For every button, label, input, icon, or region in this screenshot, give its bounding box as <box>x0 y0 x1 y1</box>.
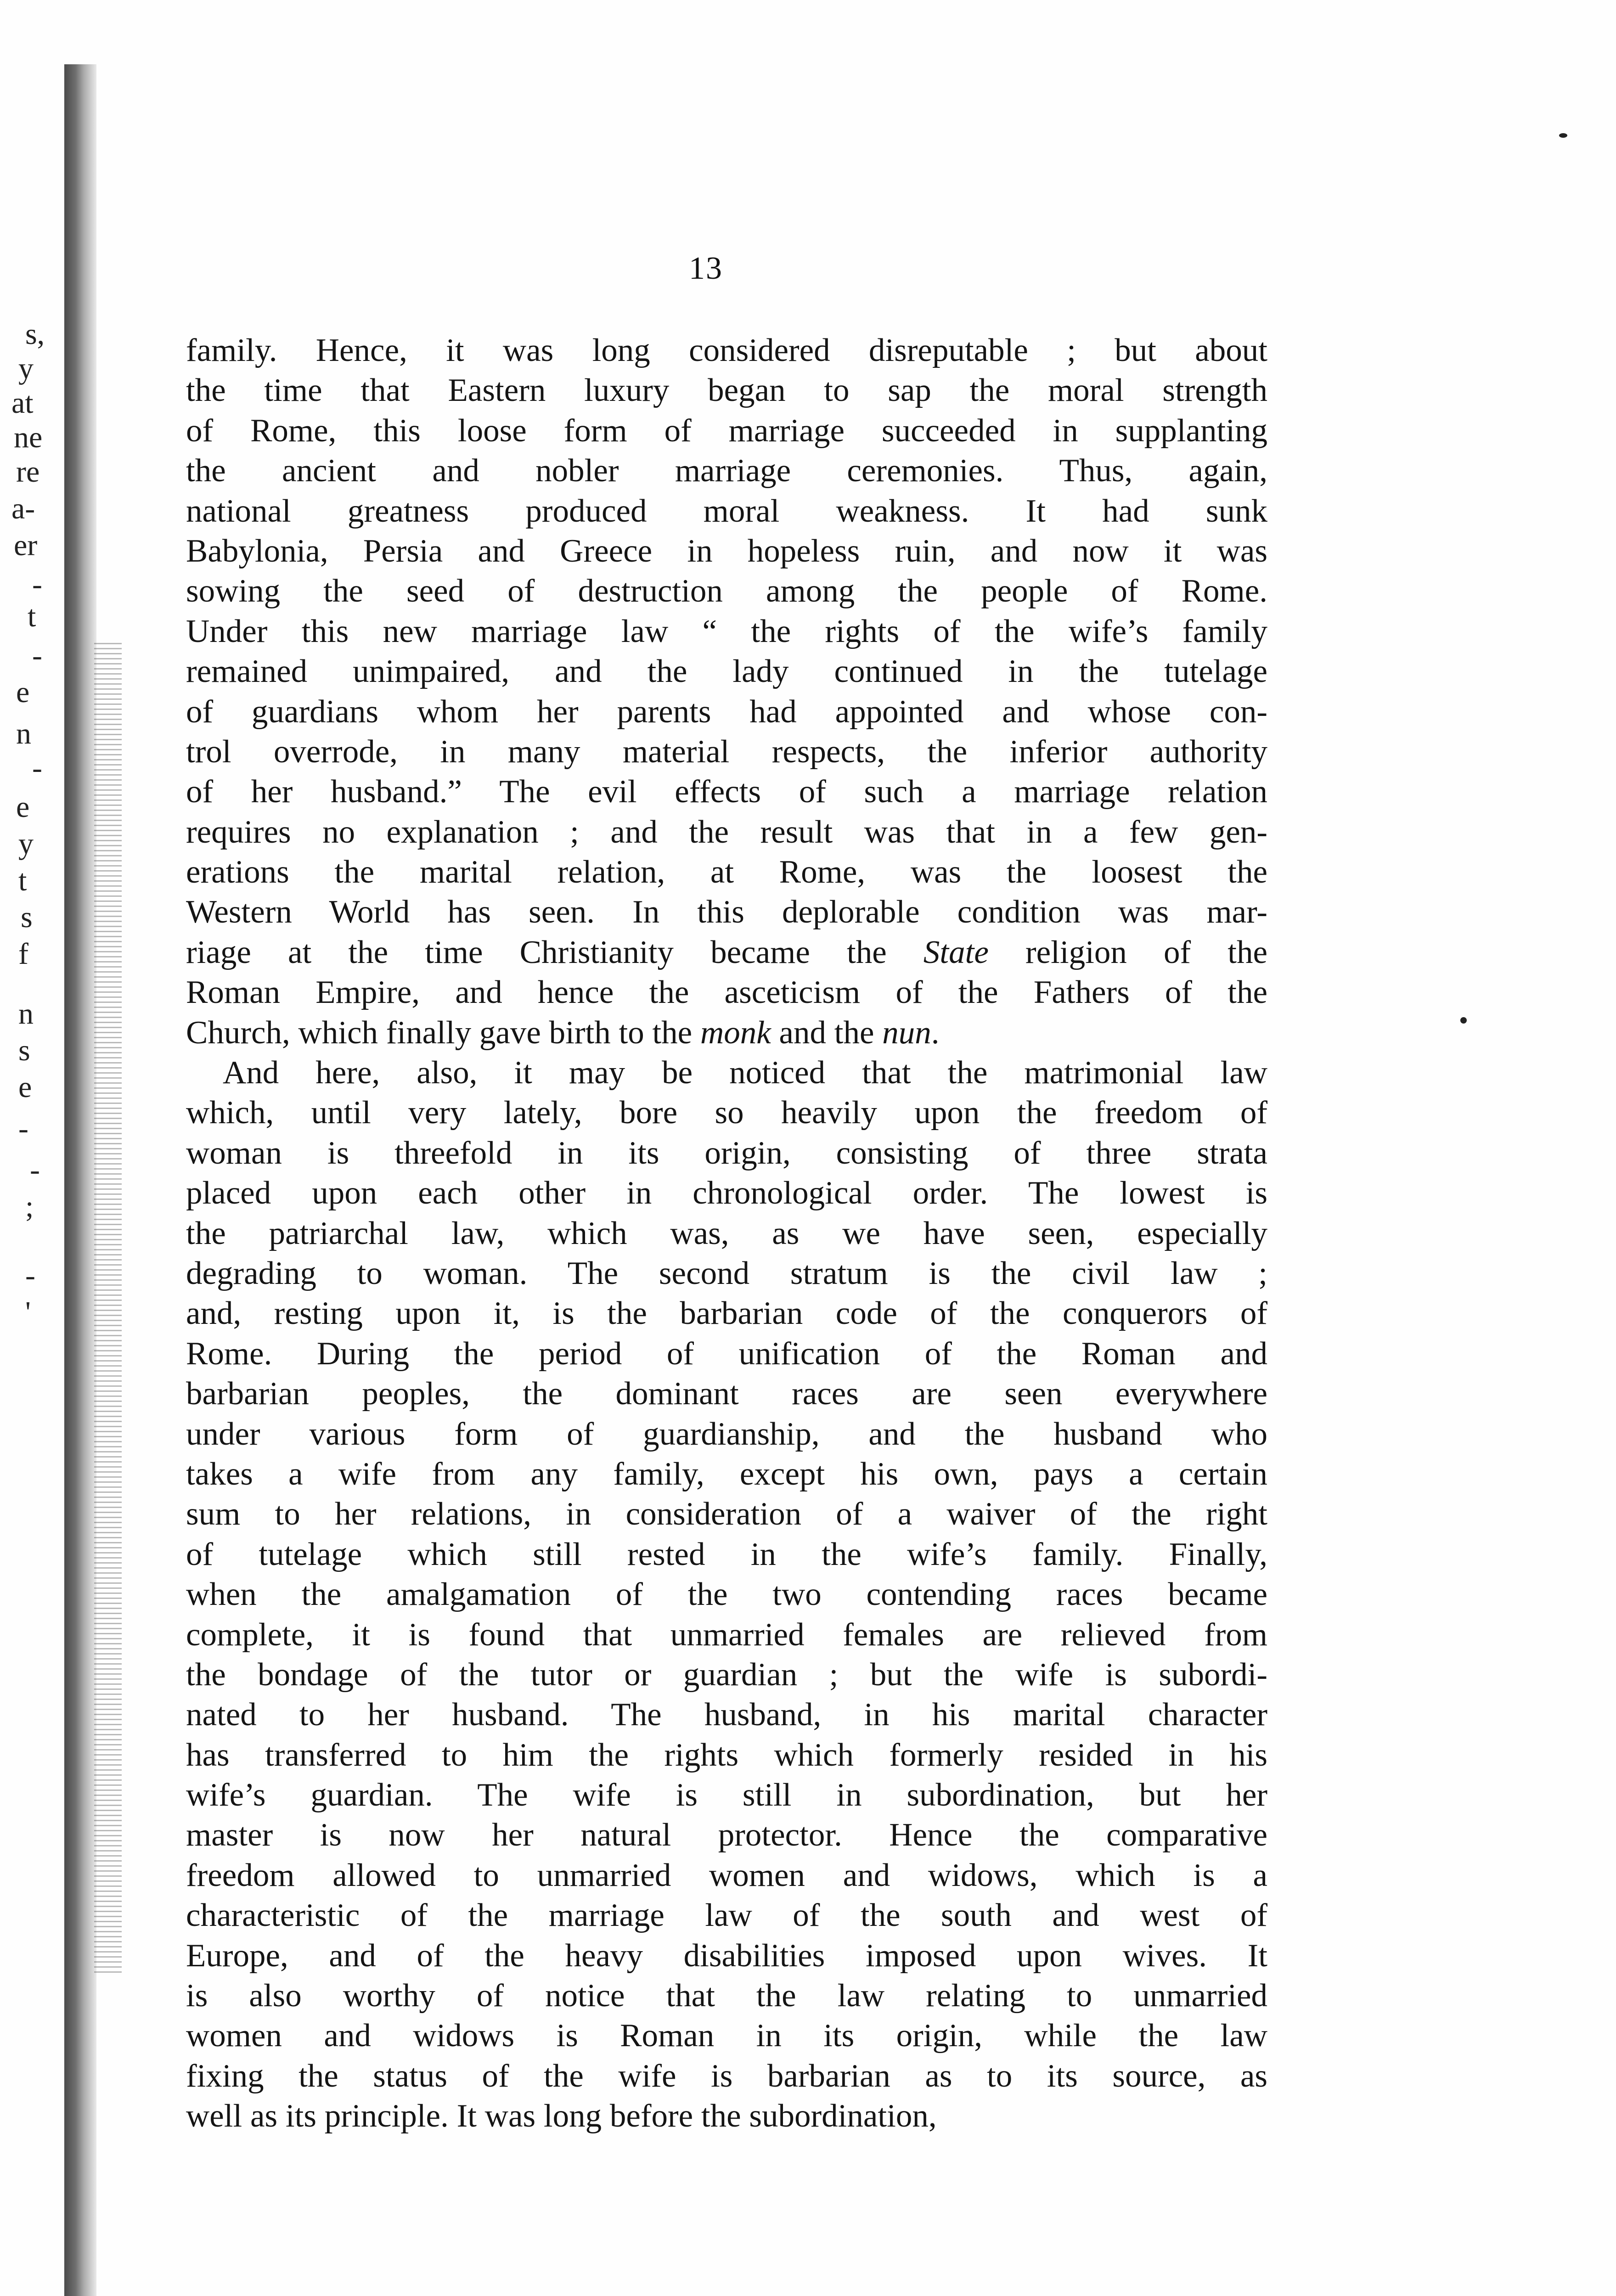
text-line: erations the marital relation, at Rome, was the loosest the <box>186 854 1267 890</box>
text-line: Rome. During the period of unification of the Roman and <box>186 1335 1267 1372</box>
text-line: Church, which finally gave birth to the monk and the nun. <box>186 1014 940 1051</box>
bleed-fragment: s, <box>25 317 45 351</box>
body-text <box>186 331 1267 2137</box>
text-line: degrading to woman. The second stratum is the civil law ; <box>186 1255 1267 1291</box>
text-line: which, until very lately, bore so heavily upon the freedom of <box>186 1095 1267 1131</box>
bleed-fragment: - <box>18 1112 28 1145</box>
bleed-fragment: f <box>18 937 28 971</box>
bleed-fragment: n <box>18 997 34 1030</box>
text-line: fixing the status of the wife is barbarian as to its source, as <box>186 2058 1267 2094</box>
text-line: sum to her relations, in consideration of a waiver of the right <box>186 1496 1267 1532</box>
text-line: characteristic of the marriage law of the south and west of <box>186 1897 1267 1934</box>
bleed-fragment: at <box>11 386 34 420</box>
bleed-fragment: s <box>21 900 33 934</box>
bleed-fragment: ; <box>25 1190 34 1223</box>
text-line: sowing the seed of destruction among the people of Rome. <box>186 573 1267 609</box>
text-line: the bondage of the tutor or guardian ; but the wife is subordi- <box>186 1656 1267 1693</box>
bleed-fragment: - <box>32 639 42 672</box>
text-line: and, resting upon it, is the barbarian code of the conquerors of <box>186 1295 1267 1332</box>
text-line: complete, it is found that unmarried females are relieved from <box>186 1616 1267 1653</box>
bleed-fragment: t <box>18 864 27 897</box>
bleed-fragment: e <box>16 675 30 709</box>
text-line: under various form of guardianship, and the husband who <box>186 1416 1267 1452</box>
speck-right <box>1460 1017 1467 1024</box>
text-line: well as its principle. It was long before the subordination, <box>186 2098 937 2134</box>
text-line: takes a wife from any family, except his own, pays a certain <box>186 1456 1267 1492</box>
binding-shadow <box>64 64 96 2296</box>
text-line: the time that Eastern luxury began to sap the moral strength <box>186 372 1267 409</box>
bleed-fragment: re <box>16 455 40 489</box>
bleed-fragment: - <box>32 568 42 601</box>
text-line: woman is threefold in its origin, consisting of three strata <box>186 1135 1267 1171</box>
bleed-fragment: y <box>18 352 34 385</box>
text-line: has transferred to him the rights which formerly resided in his <box>186 1737 1267 1773</box>
text-line: family. Hence, it was long considered disreputable ; but about <box>186 332 1267 368</box>
text-line: riage at the time Christianity became the State religion of the <box>186 934 1268 970</box>
text-line: barbarian peoples, the dominant races are seen everywhere <box>186 1376 1267 1412</box>
text-line: of tutelage which still rested in the wife’s family. Finally, <box>186 1536 1267 1572</box>
bleed-fragment: e <box>16 790 30 824</box>
text-line: of her husband.” The evil effects of such a marriage relation <box>186 774 1267 810</box>
text-line: master is now her natural protector. Hence the comparative <box>186 1817 1267 1853</box>
bleed-fragment: ' <box>25 1295 31 1329</box>
text-line: Under this new marriage law “ the rights of the wife’s family <box>186 613 1267 649</box>
text-line: And here, also, it may be noticed that the matrimonial law <box>223 1055 1267 1091</box>
text-line: of guardians whom her parents had appointed and whose con- <box>186 693 1267 730</box>
page-number: 13 <box>689 251 723 286</box>
bleed-fragment: er <box>14 529 38 562</box>
bleed-fragment: ne <box>14 421 43 454</box>
bleed-fragment: e <box>18 1070 32 1104</box>
text-line: when the amalgamation of the two contending races became <box>186 1576 1267 1613</box>
text-line: requires no explanation ; and the result was that in a few gen- <box>186 814 1267 850</box>
text-line: of Rome, this loose form of marriage succeeded in supplanting <box>186 412 1267 449</box>
bleed-fragment: - <box>30 1153 40 1187</box>
bleed-fragment: s <box>18 1034 30 1067</box>
text-line: Europe, and of the heavy disabilities imposed upon wives. It <box>186 1937 1267 1974</box>
bleed-fragment: - <box>25 1259 35 1292</box>
speck-top-right <box>1559 133 1567 138</box>
bleed-fragment: t <box>28 600 36 633</box>
text-line: Roman Empire, and hence the asceticism of the Fathers of the <box>186 974 1267 1011</box>
text-line: is also worthy of notice that the law relating to unmarried <box>186 1978 1267 2014</box>
text-line: Western World has seen. In this deplorable condition was mar- <box>186 894 1267 930</box>
text-line: trol overrode, in many material respects, the inferior authority <box>186 733 1267 770</box>
text-line: the patriarchal law, which was, as we have seen, especially <box>186 1215 1267 1251</box>
text-line: wife’s guardian. The wife is still in subordination, but her <box>186 1777 1267 1813</box>
text-line: Babylonia, Persia and Greece in hopeless ruin, and now it was <box>186 533 1267 569</box>
text-line: nated to her husband. The husband, in his marital character <box>186 1697 1267 1733</box>
text-line: placed upon each other in chronological order. The lowest is <box>186 1175 1267 1211</box>
bleed-fragment: n <box>16 717 31 750</box>
text-line: remained unimpaired, and the lady continued in the tutelage <box>186 653 1267 690</box>
text-line: women and widows is Roman in its origin, while the law <box>186 2018 1267 2054</box>
text-line: freedom allowed to unmarried women and widows, which is a <box>186 1857 1267 1893</box>
text-line: national greatness produced moral weakness. It had sunk <box>186 493 1267 529</box>
bleed-fragment: y <box>18 827 34 861</box>
binding-speckle <box>94 643 122 1975</box>
text-line: the ancient and nobler marriage ceremonies. Thus, again, <box>186 453 1267 489</box>
bleed-fragment: - <box>32 751 42 785</box>
bleed-fragment: a- <box>11 492 35 525</box>
